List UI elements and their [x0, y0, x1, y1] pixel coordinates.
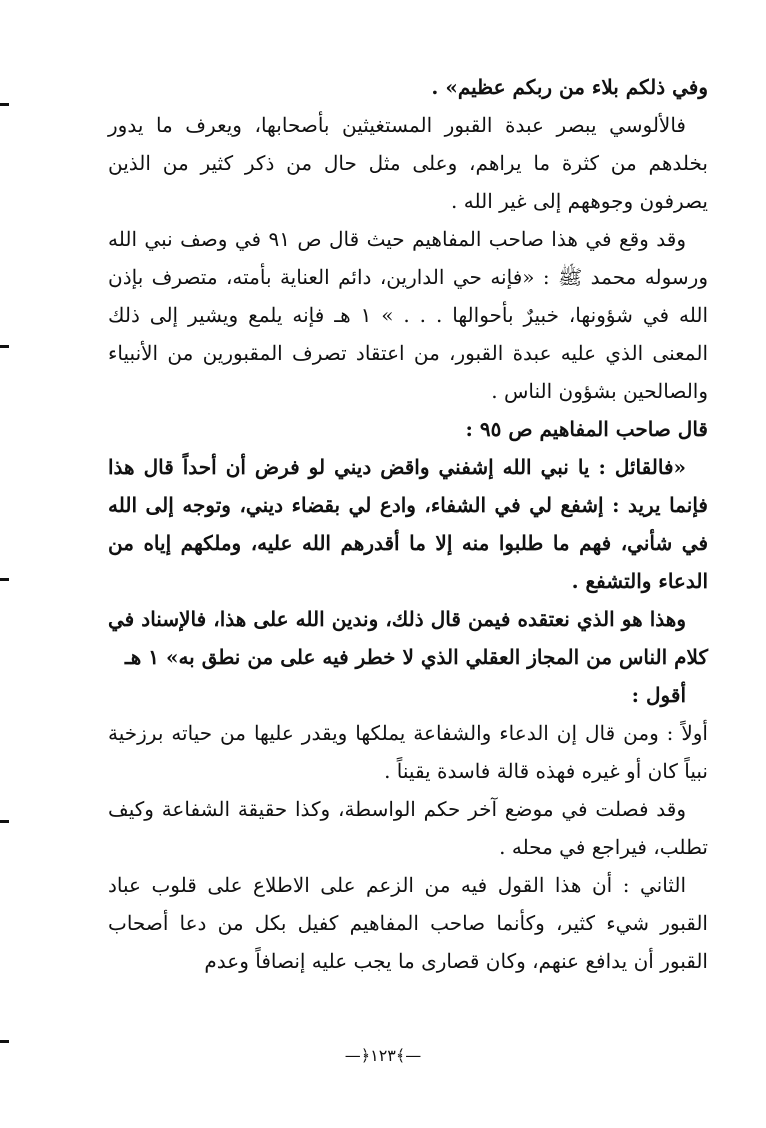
page-body	[108, 68, 708, 1008]
section-heading: أقول :	[631, 683, 686, 707]
paragraph-2: فالألوسي يبصر عبدة القبور المستغيثين بأصحابها، ويعرف ما يدور بخلدهم من كثرة ما يراهم، وعلى مثل حال من ذكر كثير من الذين يصرفون وجوههم إلى غير الله .	[108, 113, 708, 213]
margin-mark	[0, 103, 9, 106]
quote-heading: قال صاحب المفاهيم ص ٩٥ :	[465, 417, 708, 441]
quote-paragraph-1: «فالقائل : يا نبي الله إشفني واقض ديني لو فرض أن أحداً قال هذا فإنما يريد : إشفع لي في الشفاء، وادع لي بقضاء ديني، وتوجه إلى الله في شأني، فهم ما طلبوا منه إلا ما أقدرهم الله عليه، وملكهم إياه من الدعاء والتشفع .	[108, 455, 708, 593]
margin-mark	[0, 1040, 9, 1043]
page-number: —﴿١٢٣﴾—	[344, 1046, 422, 1065]
paragraph-second-point: الثاني : أن هذا القول فيه من الزعم على الاطلاع على قلوب عباد القبور شيء كثير، وكأنما صاحب المفاهيم كفيل بكل من دعا أصحاب القبور أن يدافع عنهم، وكان قصارى ما يجب عليه إنصافاً وعدم	[108, 873, 708, 973]
margin-mark	[0, 345, 9, 348]
margin-mark	[0, 578, 9, 581]
paragraph-first-point: أولاً : ومن قال إن الدعاء والشفاعة يملكها ويقدر عليها من حياته برزخية نبياً كان أو غيره فهذه قالة فاسدة يقيناً .	[108, 721, 708, 783]
quote-paragraph-2: وهذا هو الذي نعتقده فيمن قال ذلك، وندين الله على هذا، فالإسناد في كلام الناس من المجاز العقلي الذي لا خطر فيه على من نطق به» ١ هـ	[108, 607, 708, 669]
paragraph-3: وقد وقع في هذا صاحب المفاهيم حيث قال ص ٩١ في وصف نبي الله ورسوله محمد ﷺ : «فإنه حي الدارين، دائم العناية بأمته، متصرف بإذن الله في شؤونها، خبيرٌ بأحوالها . . . » ١ هـ فإنه يلمع ويشير إلى ذلك المعنى الذي عليه عبدة القبور، من اعتقاد تصرف المقبورين من الأنبياء والصالحين بشؤون الناس .	[108, 227, 709, 403]
paragraph-1: وفي ذلكم بلاء من ربكم عظيم» .	[431, 75, 708, 99]
margin-mark	[0, 820, 9, 823]
paragraph-detail: وقد فصلت في موضع آخر حكم الواسطة، وكذا حقيقة الشفاعة وكيف تطلب، فيراجع في محله .	[108, 797, 708, 859]
